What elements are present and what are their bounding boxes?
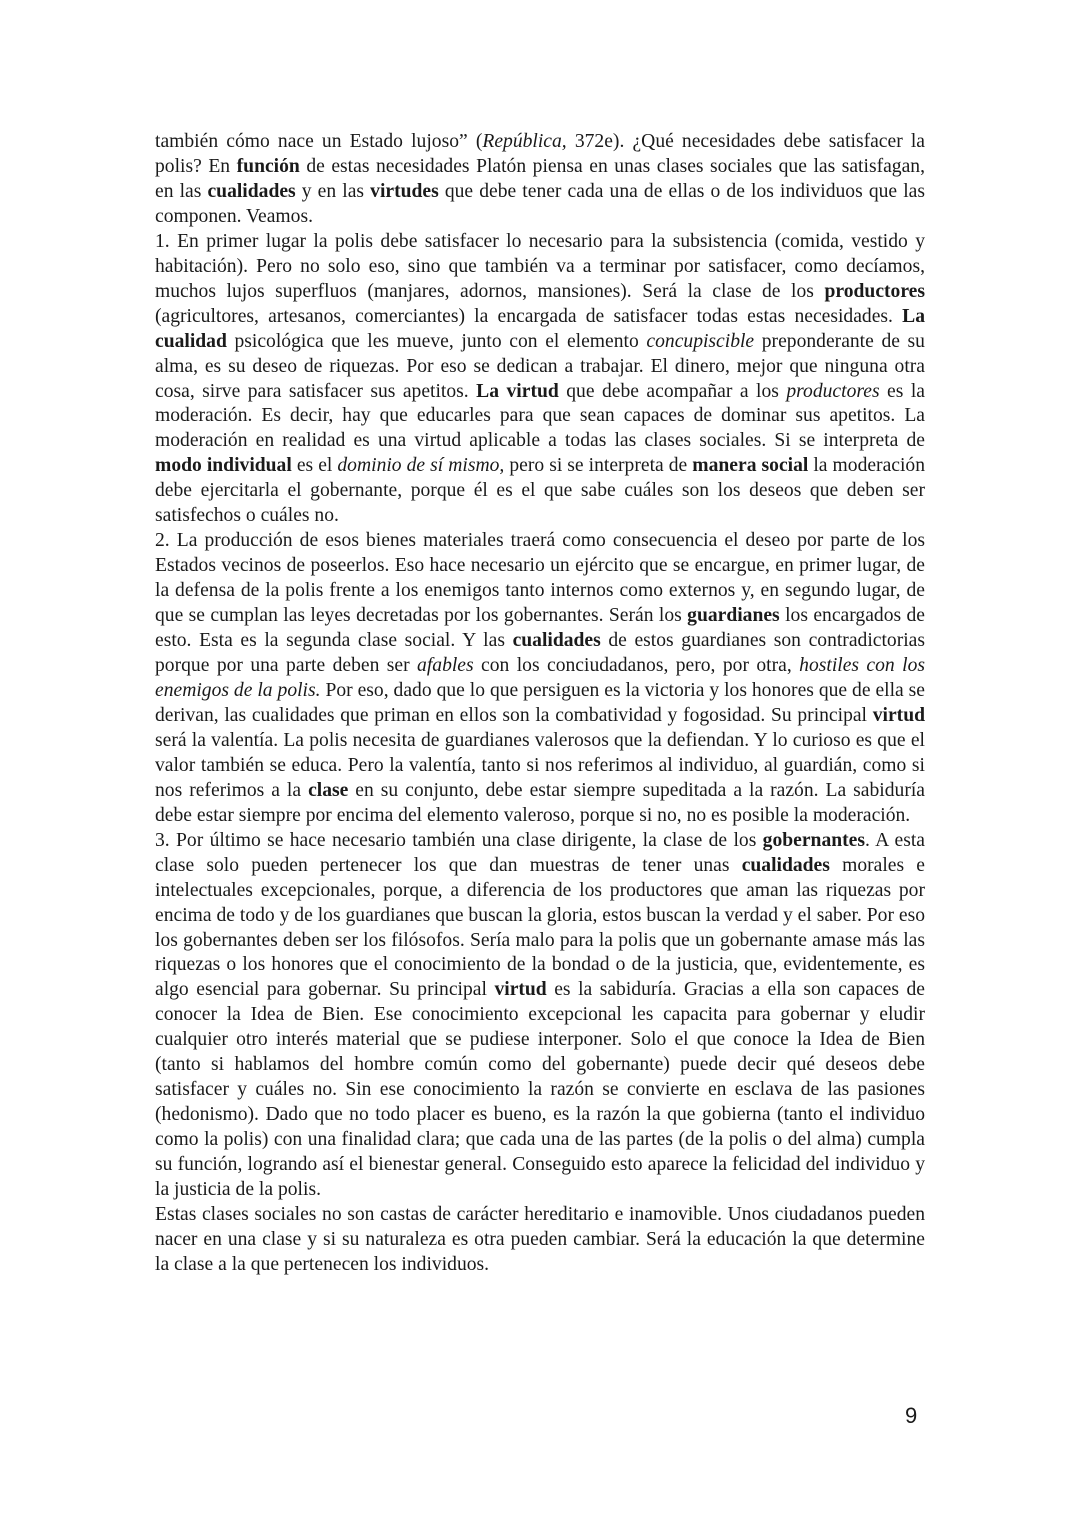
- bold-term: gobernantes: [762, 829, 865, 851]
- bold-term: clase: [308, 779, 349, 801]
- bold-term: cualidades: [741, 854, 830, 876]
- text-run: es el: [291, 455, 338, 477]
- bold-term: productores: [824, 280, 925, 302]
- text-run: psicológica que les mueve, junto con el elemento: [226, 330, 647, 352]
- text-run: que debe acompañar a los: [558, 380, 787, 402]
- text-run: (agricultores, artesanos, comerciantes) la encargada de satisfacer todas estas necesidades.: [155, 305, 903, 327]
- italic-term: productores: [786, 380, 880, 402]
- text-run: morales e intelectuales excepcionales, porque, a diferencia de los productores que aman las riquezas por encima de todo y de los guardianes que buscan la gloria, estos buscan la verdad y el saber. Por eso los gobernantes deben ser los filósofos. Sería malo para la polis que un gobernante amase más las riquezas o los honores que el conocimiento de la bondad o de la justicia, que, evidentemente, es algo esencial para gobernar. Su principal: [155, 854, 925, 1001]
- text-run: también cómo nace un Estado lujoso” (: [155, 131, 483, 152]
- text-run: con los conciudadanos, pero, por otra,: [473, 655, 800, 677]
- text-run: la moderación debe ejercitarla el gobernante, porque él es el que sabe cuáles son los deseos que deben ser satisfechos o cuáles no.: [155, 455, 926, 527]
- text-run: 2. La producción de esos bienes materiales traerá como consecuencia el deseo por parte de los Estados vecinos de poseerlos. Eso hace necesario un ejército que se encargue, en primer lugar, de la defensa de la polis frente a los enemigos tanto internos como externos y, en segundo lugar, de que se cumplan las leyes decretadas por los gobernantes. Serán los: [155, 530, 925, 627]
- body-text: [155, 130, 925, 1278]
- text-run: en su conjunto, debe estar siempre supeditada a la razón. La sabiduría debe estar siempre por encima del elemento valeroso, porque si no, no es posible la moderación.: [155, 779, 925, 826]
- paragraph-gobernantes: [155, 829, 925, 1203]
- text-run: los encargados de esto. Esta es la segunda clase social. Y las: [155, 605, 925, 652]
- bold-term: La virtud: [476, 380, 559, 402]
- paragraph-guardianes: [155, 529, 925, 828]
- bold-term: virtud: [872, 704, 925, 726]
- bold-term: cualidades: [512, 630, 601, 652]
- text-run: 1. En primer lugar la polis debe satisfacer lo necesario para la subsistencia (comida, vestido y habitación). Pero no solo eso, sino que también va a terminar por satisfacer, como decíamos, muchos lujos superfluos (manjares, adornos, mansiones). Será la clase de los: [155, 230, 925, 302]
- italic-term: República,: [482, 131, 567, 152]
- text-run: 3. Por último se hace necesario también una clase dirigente, la clase de los: [155, 829, 763, 851]
- text-run: de estos guardianes son contradictorias porque por una parte deben ser: [155, 630, 926, 677]
- bold-term: manera social: [692, 455, 809, 477]
- text-run: pero si se interpreta de: [504, 455, 693, 477]
- bold-term: La cualidad: [155, 305, 925, 352]
- text-run: es la moderación. Es decir, hay que educarles para que sean capaces de dominar sus apetitos. La moderación en realidad es una virtud aplicable a todas las clases sociales. Si se interpreta de: [155, 380, 925, 452]
- italic-term: hostiles con los enemigos de la polis.: [155, 655, 925, 701]
- bold-term: cualidades: [207, 180, 296, 202]
- bold-term: función: [236, 155, 300, 177]
- text-run: preponderante de su alma, es su deseo de riquezas. Por eso se dedican a trabajar. El dinero, mejor que ninguna otra cosa, sirve para satisfacer sus apetitos.: [155, 330, 925, 402]
- text-run: será la valentía. La polis necesita de guardianes valerosos que la defiendan. Y lo curioso es que el valor también se educa. Pero la valentía, tanto si nos referimos al individuo, al guardián, como si nos referimos a la: [155, 729, 925, 801]
- paragraph-conclusion: [155, 1203, 925, 1278]
- text-run: 372e). ¿Qué necesidades debe satisfacer la polis? En: [155, 131, 925, 177]
- text-run: que debe tener cada una de ellas o de los individuos que las componen. Veamos.: [155, 180, 925, 227]
- text-run: y en las: [295, 180, 371, 202]
- italic-term: dominio de sí mismo,: [337, 455, 505, 477]
- paragraph-intro: [155, 130, 925, 230]
- text-run: Por eso, dado que lo que persiguen es la victoria y los honores que de ella se derivan, las cualidades que priman en ellos son la combatividad y fogosidad. Su principal: [155, 679, 926, 726]
- page-number: 9: [905, 1403, 918, 1428]
- italic-term: afables: [417, 655, 474, 677]
- italic-term: concupiscible: [646, 330, 755, 352]
- text-run: es la sabiduría. Gracias a ella son capaces de conocer la Idea de Bien. Ese conocimiento excepcional les capacita para gobernar y eludir cualquier otro interés material que se pudiese interponer. Solo el que conoce la Idea de Bien (tanto si hablamos del hombre común como del gobernante) puede decir qué deseos debe satisfacer y cuáles no. Sin ese conocimiento la razón se convierte en esclava de las pasiones (hedonismo). Dado que no todo placer es bueno, es la razón la que gobierna (tanto el individuo como la polis) con una finalidad clara; que cada una de las partes (de la polis o del alma) cumpla su función, logrando así el bienestar general. Conseguido esto aparece la felicidad del individuo y la justicia de la polis.: [155, 979, 926, 1201]
- bold-term: modo individual: [155, 455, 292, 477]
- paragraph-productores: [155, 230, 925, 529]
- text-run: de estas necesidades Platón piensa en unas clases sociales que las satisfagan, en las: [155, 155, 925, 202]
- bold-term: virtud: [494, 979, 547, 1001]
- text-run: . A esta clase solo pueden pertenecer los que dan muestras de tener unas: [155, 829, 925, 876]
- text-run: Estas clases sociales no son castas de carácter hereditario e inamovible. Unos ciudadanos pueden nacer en una clase y si su naturaleza es otra pueden cambiar. Será la educación la que determine la clase a la que pertenecen los individuos.: [155, 1203, 925, 1275]
- bold-term: virtudes: [370, 180, 439, 202]
- bold-term: guardianes: [687, 605, 780, 627]
